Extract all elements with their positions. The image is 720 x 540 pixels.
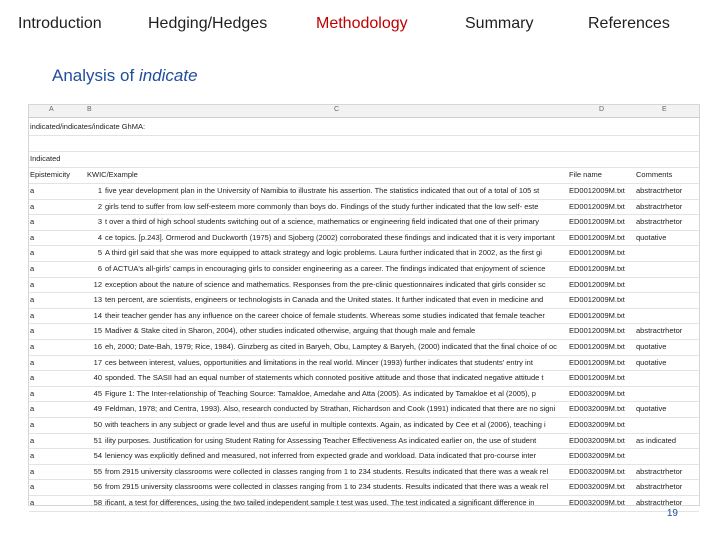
kwic-cell: ce topics. [p.243]. Ormerod and Duckworth (1975) and Sjoberg (2002) corroborated these findings and indicated that it is very important [105,232,555,242]
kwic-cell: sponded. The SASII had an equal number of statements which connoted positive attitude and those that indicated negative attitude t [105,373,544,383]
file-name-cell: ED0012009M.txt [569,186,625,195]
concordance-row [29,433,699,450]
concordance-row [29,214,699,231]
slide-subtitle [52,66,198,86]
file-name-cell: ED0012009M.txt [569,326,625,336]
top-navigation [0,0,720,52]
kwic-cell: with teachers in any subject or grade level and thus are useful in multiple contexts. Again, as indicated by Cee et al (2006), teaching i [105,420,546,429]
kwic-cell: eh, 2000; Date-Bah, 1979; Rice, 1984). Ginzberg as cited in Baryeh, Obu, Lamptey & Baryeh, (2000) indicated that the final choice of oc [105,342,557,351]
epistemicity-cell: a [30,248,35,258]
line-number-cell: 2 [97,201,102,211]
kwic-cell: ten percent, are scientists, engineers or technologists in Canada and the United states. It further indicated that even in medicine and [105,295,544,305]
epistemicity-cell: a [30,217,35,227]
col-letter-e: E [662,106,667,113]
file-name-cell: ED0012009M.txt [569,264,625,273]
kwic-cell: Figure 1: The Inter-relationship of Teaching Source: Tamakloe, Amedahe and Atta (2005). As indicated by Tamakloe et al (2005), p [105,388,536,398]
epistemicity-cell: a [30,482,35,492]
kwic-cell: ility purposes. Justification for using Student Rating for Assessing Teacher Effectiveness As indicated earlier on, the use of student [105,435,537,445]
file-name-cell: ED0032009M.txt [569,388,625,398]
concordance-row [29,386,699,403]
kwic-cell: of ACTUA's all-girls' camps in encouraging girls to consider engineering as a career. The findings indicated that enjoyment of science [105,264,546,273]
line-number-cell: 50 [93,420,102,429]
concordance-row [29,230,699,247]
kwic-cell: from 2915 university classrooms were collected in classes ranging from 1 to 234 students. Results indicated that there was a weak rel [105,466,549,476]
line-number-cell: 6 [97,264,102,273]
concordance-row [29,323,699,340]
epistemicity-cell: a [30,388,35,398]
kwic-cell: Feldman, 1978; and Centra, 1993). Also, research conducted by Strathan, Richardson and Cook (1991) indicated that there are no signi [105,404,556,414]
epistemicity-cell: a [30,326,35,336]
sheet-blank-row [29,135,699,152]
kwic-cell: A third girl said that she was more equipped to attack strategy and logic problems. Laura further indicated that in 2002, as the first gi [105,248,542,258]
kwic-cell: leniency was explicitly defined and measured, not inferred from expected grade and workload. Data indicated that pro-course inter [105,451,537,461]
epistemicity-cell: a [30,264,35,273]
col-letter-b: B [87,106,92,113]
concordance-row [29,339,699,356]
subtitle-emphasis: indicate [138,66,198,85]
col-letter-d: D [599,106,605,113]
comment-cell: abstractrhetor [636,482,683,492]
line-number-cell: 17 [93,357,102,367]
epistemicity-cell: a [30,466,35,476]
concordance-row [29,261,699,278]
sheet-label-row [29,151,699,168]
concordance-row [29,401,699,418]
line-number-cell: 55 [93,466,102,476]
kwic-cell: t over a third of high school students switching out of a science, mathematics or engineering field indicated that one of their primary [105,217,539,227]
file-name-cell: ED0012009M.txt [569,217,625,227]
sheet-title-row [29,119,699,136]
epistemicity-cell: a [30,420,35,429]
line-number-cell: 4 [97,232,102,242]
line-number-cell: 3 [97,217,102,227]
file-name-cell: ED0032009M.txt [569,498,625,507]
nav-tab-summary[interactable]: Summary [465,15,534,32]
file-name-cell: ED0032009M.txt [569,404,625,414]
comment-cell: abstractrhetor [636,326,683,336]
line-number-cell: 56 [93,482,102,492]
concordance-row [29,417,699,434]
concordance-row [29,479,699,496]
header-file-name: File name [569,170,602,179]
file-name-cell: ED0012009M.txt [569,201,625,211]
file-name-cell: ED0012009M.txt [569,279,625,289]
concordance-row [29,448,699,465]
concordance-row [29,245,699,262]
file-name-cell: ED0032009M.txt [569,482,625,492]
header-kwic: KWIC/Example [87,170,138,179]
epistemicity-cell: a [30,201,35,211]
concordance-row [29,183,699,200]
comment-cell: abstractrhetor [636,201,683,211]
spreadsheet-screenshot [28,104,700,506]
file-name-cell: ED0012009M.txt [569,248,625,258]
file-name-cell: ED0032009M.txt [569,451,625,461]
line-number-cell: 14 [93,310,102,320]
kwic-cell: ces between interest, values, opportunities and limitations in the real world. Mincer (1993) further indicates that students' entry int [105,357,533,367]
file-name-cell: ED0012009M.txt [569,373,625,383]
nav-tab-methodology[interactable]: Methodology [316,15,408,32]
column-letter-header [29,105,699,118]
comment-cell: abstractrhetor [636,217,683,227]
file-name-cell: ED0032009M.txt [569,420,625,429]
epistemicity-cell: a [30,310,35,320]
sheet-header-row [29,167,699,184]
kwic-cell: girls tend to suffer from low self-esteem more commonly than boys do. Findings of the study further indicated that the low self- este [105,201,539,211]
epistemicity-cell: a [30,498,35,507]
comment-cell: abstractrhetor [636,466,683,476]
kwic-cell: from 2915 university classrooms were collected in classes ranging from 1 to 234 students. Results indicated that there was a weak rel [105,482,549,492]
file-name-cell: ED0012009M.txt [569,310,625,320]
comment-cell: quotative [636,404,667,414]
nav-tab-hedging[interactable]: Hedging/Hedges [148,15,268,32]
line-number-cell: 49 [93,404,102,414]
file-name-cell: ED0012009M.txt [569,232,625,242]
comment-cell: quotative [636,232,667,242]
concordance-row [29,292,699,309]
file-name-cell: ED0012009M.txt [569,342,625,351]
concordance-row [29,464,699,481]
header-epistemicity: Epistemicity [30,170,71,179]
concordance-row [29,277,699,294]
sheet-title: indicated/indicates/indicate GhMA: [30,122,146,131]
comment-cell: abstractrhetor [636,498,683,507]
comment-cell: as indicated [636,435,677,445]
epistemicity-cell: a [30,279,35,289]
kwic-cell: ificant, a test for differences, using the two tailed independent sample t test was used. The test indicated a significant difference in [105,498,535,507]
nav-tab-introduction[interactable]: Introduction [18,15,102,32]
comment-cell: quotative [636,342,667,351]
kwic-cell: Madiver & Stake cited in Sharon, 2004), other studies indicated otherwise, arguing that though male and female [105,326,476,336]
epistemicity-cell: a [30,342,35,351]
file-name-cell: ED0012009M.txt [569,357,625,367]
col-letter-c: C [334,106,340,113]
epistemicity-cell: a [30,295,35,305]
subtitle-prefix: Analysis of [52,66,139,85]
epistemicity-cell: a [30,373,35,383]
comment-cell: quotative [636,357,667,367]
epistemicity-cell: a [30,186,35,195]
kwic-cell: exception about the nature of science and mathematics. Responses from the pre-clinic questionnaires indicated that girls consider sc [105,279,546,289]
line-number-cell: 40 [93,373,102,383]
line-number-cell: 16 [93,342,102,351]
epistemicity-cell: a [30,404,35,414]
col-letter-a: A [49,106,54,113]
comment-cell: abstractrhetor [636,186,683,195]
concordance-row [29,199,699,216]
line-number-cell: 12 [93,279,102,289]
line-number-cell: 15 [93,326,102,336]
epistemicity-cell: a [30,435,35,445]
line-number-cell: 51 [93,435,102,445]
line-number-cell: 58 [93,498,102,507]
kwic-cell: five year development plan in the University of Namibia to illustrate his assertion. The statistics indicated that out of a total of 105 st [105,186,540,195]
concordance-row [29,495,699,512]
line-number-cell: 1 [97,186,102,195]
header-comments: Comments [636,170,673,179]
line-number-cell: 13 [93,295,102,305]
epistemicity-cell: a [30,357,35,367]
file-name-cell: ED0032009M.txt [569,466,625,476]
line-number-cell: 54 [93,451,102,461]
kwic-cell: their teacher gender has any influence on the career choice of female students. Whereas some studies indicated that female teacher [105,310,545,320]
file-name-cell: ED0012009M.txt [569,295,625,305]
concordance-row [29,355,699,372]
line-number-cell: 5 [97,248,102,258]
concordance-row [29,308,699,325]
line-number-cell: 45 [93,388,102,398]
nav-tab-references[interactable]: References [588,15,670,32]
file-name-cell: ED0032009M.txt [569,435,625,445]
sheet-label: Indicated [30,154,61,163]
page-number: 19 [666,508,678,519]
epistemicity-cell: a [30,451,35,461]
epistemicity-cell: a [30,232,35,242]
concordance-row [29,370,699,387]
